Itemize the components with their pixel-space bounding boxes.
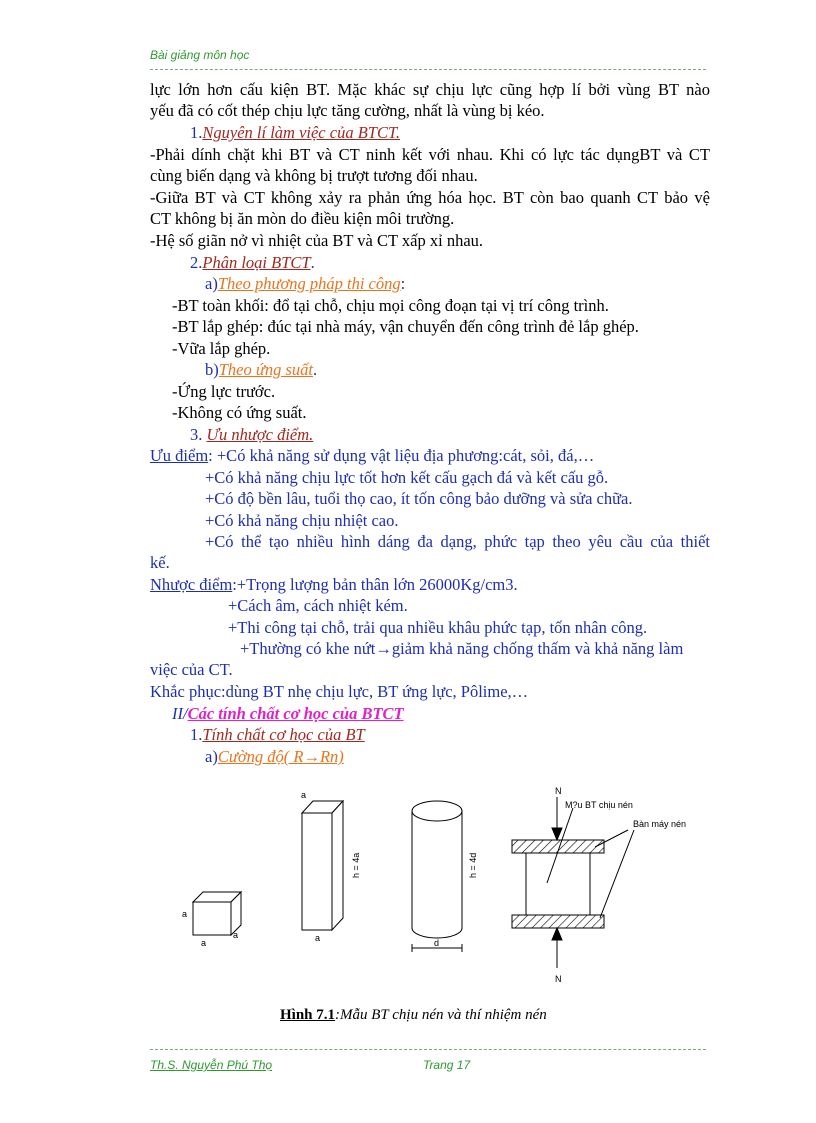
text-line: +Thi công tại chỗ, trải qua nhiều khâu phức tạp, tốn nhân công. [228, 618, 648, 637]
section-title: Các tính chất cơ học của BTCT [187, 704, 404, 723]
title-part: Cường độ( R [217, 747, 304, 766]
text-line: CT không bị ăn mòn do điều kiện môi trường. [150, 209, 455, 228]
figure-caption [280, 1005, 547, 1025]
disadvantages-label: Nhược điểm [150, 575, 233, 594]
footer-author: Th.S. Nguyễn Phú Thọ [150, 1058, 273, 1072]
subsection-title: Theo phương pháp thi công [217, 274, 401, 293]
footer-divider [150, 1049, 706, 1050]
section-number: II/ [172, 704, 188, 723]
subsection-letter: a) [205, 747, 218, 766]
subsection-punct: : [400, 274, 406, 293]
caption-text: :Mẫu BT chịu nén và thí nhiệm nén [335, 1007, 547, 1023]
text-line: -Hệ số giãn nở vì nhiệt của BT và CT xấp xỉ nhau. [150, 231, 484, 250]
subsection-letter: b) [205, 360, 219, 379]
cylinder-height-label: h = 4d [468, 852, 478, 878]
text-line: -Giữa BT và CT không xảy ra phản ứng hóa học. BT còn bao quanh CT bảo vệ [150, 188, 710, 207]
title-part: Rn) [319, 747, 344, 766]
text-line: -Ứng lực trước. [172, 382, 276, 401]
disadvantages-text: :+Trọng lượng bản thân lớn 26000Kg/cm3. [232, 575, 518, 594]
section-number: 1. [190, 725, 203, 744]
header-title: Bài giảng môn học [150, 48, 250, 62]
advantages-label: Ưu điểm [150, 446, 209, 465]
text-line: kế. [150, 553, 170, 572]
compression-test [512, 797, 634, 968]
prism-label-a: a [301, 790, 307, 800]
section-title: Tính chất cơ học của BT [202, 725, 365, 744]
text-line: -BT toàn khối: đổ tại chỗ, chịu mọi công đoạn tại vị trí công trình. [172, 296, 609, 315]
advantages-text: : +Có khả năng sử dụng vật liệu địa phương:cát, sỏi, đá,… [208, 446, 595, 465]
section-punct: . [310, 253, 315, 272]
text-line: -Phải dính chặt khi BT và CT ninh kết với nhau. Khi có lực tác dụngBT và CT [150, 145, 710, 164]
subsection-title: Theo ứng suất [218, 360, 314, 379]
cube-label-a: a [233, 930, 239, 940]
arrow-icon: → [303, 747, 320, 766]
section-title: Ưu nhược điểm. [206, 425, 314, 444]
text-line: +Cách âm, cách nhiệt kém. [228, 596, 408, 615]
text-line: việc của CT. [150, 660, 233, 679]
force-label-bottom: N [555, 974, 562, 984]
prism-sample [302, 801, 343, 930]
text-fragment: giảm khả năng chống thấm và khả năng làm [391, 639, 684, 658]
cube-label-a: a [182, 909, 188, 919]
cylinder-diameter-label: d [434, 938, 440, 948]
text-line: cùng biến dạng và không bị trượt tương đối nhau. [150, 166, 478, 185]
subsection-punct: . [313, 360, 318, 379]
press-plate-label: Bàn máy nén [633, 819, 687, 829]
subsection-letter: a) [205, 274, 218, 293]
text-line: +Có khả năng chịu nhiệt cao. [205, 511, 399, 530]
text-line: -BT lắp ghép: đúc tại nhà máy, vận chuyển đến công trình đẻ lắp ghép. [172, 317, 639, 336]
text-line: +Có độ bền lâu, tuổi thọ cao, ít tốn công bảo dưỡng và sửa chữa. [205, 489, 633, 508]
caption-number: Hình 7.1 [280, 1007, 336, 1023]
section-title: Nguyên lí làm việc của BTCT. [202, 123, 401, 142]
section-number: 2. [190, 253, 203, 272]
section-number: 3. [190, 425, 207, 444]
text-line: Khắc phục:dùng BT nhẹ chịu lực, BT ứng lực, Pôlime,… [150, 682, 529, 701]
cube-label-a: a [201, 938, 207, 948]
footer-page-number: Trang 17 [423, 1058, 471, 1072]
sample-label: M?u BT chịu nén [565, 800, 633, 810]
text-fragment: +Thường có khe nứt [240, 639, 376, 658]
text-line: -Không có ứng suất. [172, 403, 307, 422]
section-title: Phân loại BTCT [202, 253, 311, 272]
cube-sample [193, 892, 241, 935]
section-number: 1. [190, 123, 203, 142]
prism-height-label: h = 4a [351, 852, 361, 878]
text-line: +Có thể tạo nhiều hình dáng đa dạng, phức tạp theo yêu cầu của thiết [205, 532, 710, 551]
text-line: yếu đã có cốt thép chịu lực tăng cường, nhất là vùng bị kéo. [150, 101, 545, 120]
cylinder-sample [412, 801, 462, 952]
text-line: lực lớn hơn cấu kiện BT. Mặc khác sự chịu lực cũng hợp lí bởi vùng BT nào [150, 80, 710, 99]
force-label-top: N [555, 786, 562, 796]
text-line: +Có khả năng chịu lực tốt hơn kết cấu gạch đá và kết cấu gỗ. [205, 468, 609, 487]
arrow-icon: → [375, 639, 392, 658]
text-line: -Vữa lắp ghép. [172, 339, 271, 358]
prism-label-a: a [315, 933, 321, 943]
